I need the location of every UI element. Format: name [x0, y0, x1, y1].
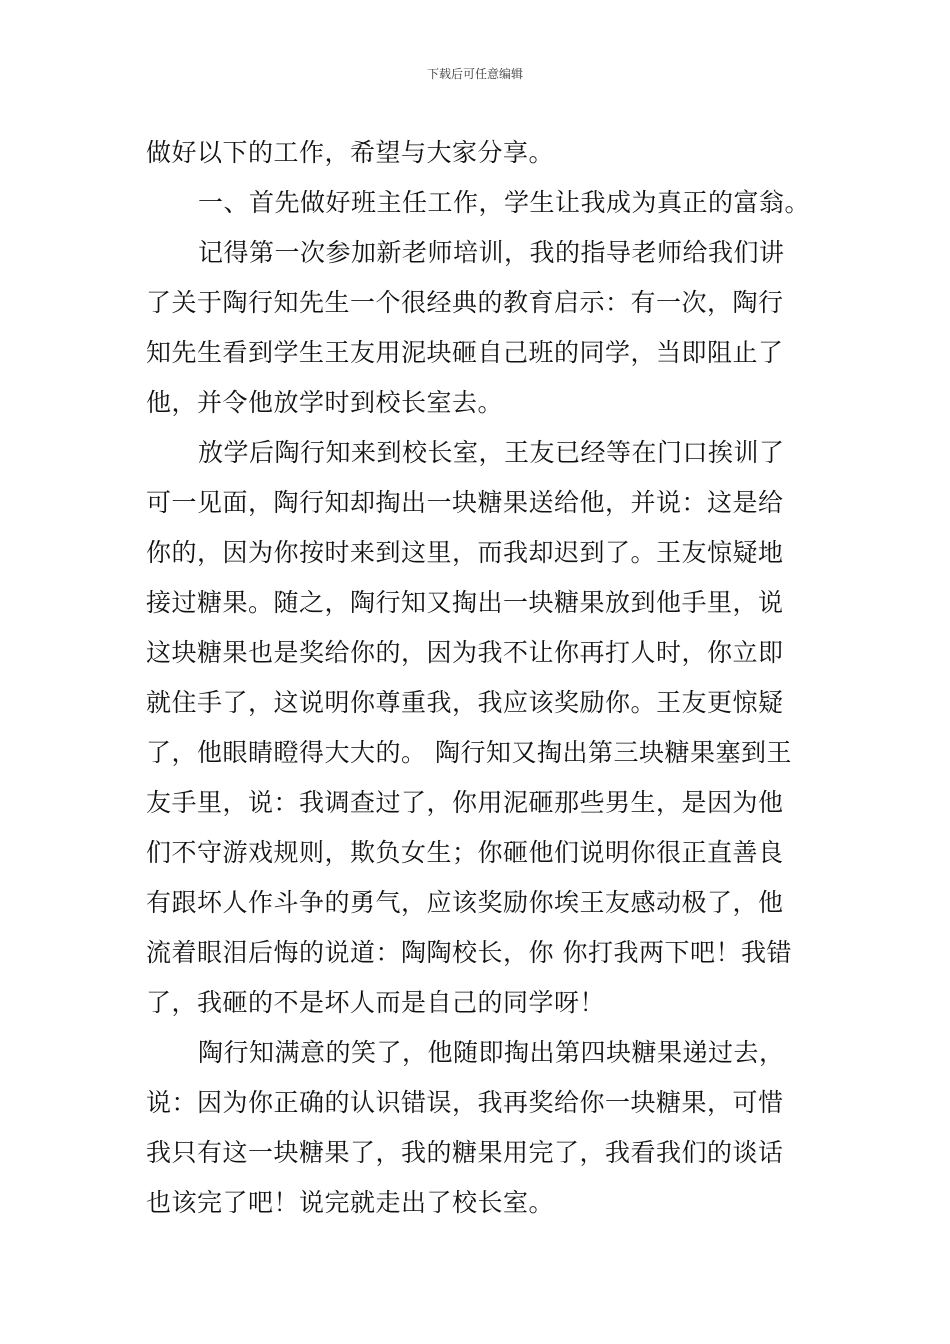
text-line: 放学后陶行知来到校长室，王友已经等在门口挨训了	[198, 438, 785, 467]
text-line: 记得第一次参加新老师培训，我的指导老师给我们讲	[198, 238, 785, 267]
text-line: 这块糖果也是奖给你的，因为我不让你再打人时，你立即	[146, 638, 784, 667]
text-line: 也该完了吧！说完就走出了校长室。	[146, 1188, 555, 1217]
text-line: 接过糖果。随之，陶行知又掏出一块糖果放到他手里，说	[146, 588, 784, 617]
text-line: 了关于陶行知先生一个很经典的教育启示：有一次，陶行	[146, 288, 784, 317]
text-line: 说：因为你正确的认识错误，我再奖给你一块糖果，可惜	[146, 1088, 784, 1117]
text-line: 可一见面，陶行知却掏出一块糖果送给他，并说：这是给	[146, 488, 784, 517]
document-body	[146, 128, 812, 1228]
text-line: 了，我砸的不是坏人而是自己的同学呀！	[146, 988, 606, 1017]
text-line: 我只有这一块糖果了，我的糖果用完了，我看我们的谈话	[146, 1138, 784, 1167]
text-line: 们不守游戏规则，欺负女生；你砸他们说明你很正直善良	[146, 838, 784, 867]
text-line: 他，并令他放学时到校长室去。	[146, 388, 504, 417]
text-line: 你的，因为你按时来到这里，而我却迟到了。王友惊疑地	[146, 538, 784, 567]
page-header: 下载后可任意编辑	[426, 67, 523, 81]
text-line: 流着眼泪后悔的说道：陶陶校长，你 你打我两下吧！我错	[146, 938, 792, 967]
text-line: 友手里，说：我调查过了，你用泥砸那些男生，是因为他	[146, 788, 784, 817]
text-line: 陶行知满意的笑了，他随即掏出第四块糖果递过去，	[198, 1038, 785, 1067]
text-line: 做好以下的工作，希望与大家分享。	[146, 138, 555, 167]
text-line: 知先生看到学生王友用泥块砸自己班的同学，当即阻止了	[146, 338, 784, 367]
text-line: 就住手了，这说明你尊重我，我应该奖励你。王友更惊疑	[146, 688, 784, 717]
text-line: 了，他眼睛瞪得大大的。 陶行知又掏出第三块糖果塞到王	[146, 738, 792, 767]
text-line: 有跟坏人作斗争的勇气，应该奖励你埃王友感动极了，他	[146, 888, 784, 917]
text-line: 一、首先做好班主任工作，学生让我成为真正的富翁。	[198, 188, 811, 217]
